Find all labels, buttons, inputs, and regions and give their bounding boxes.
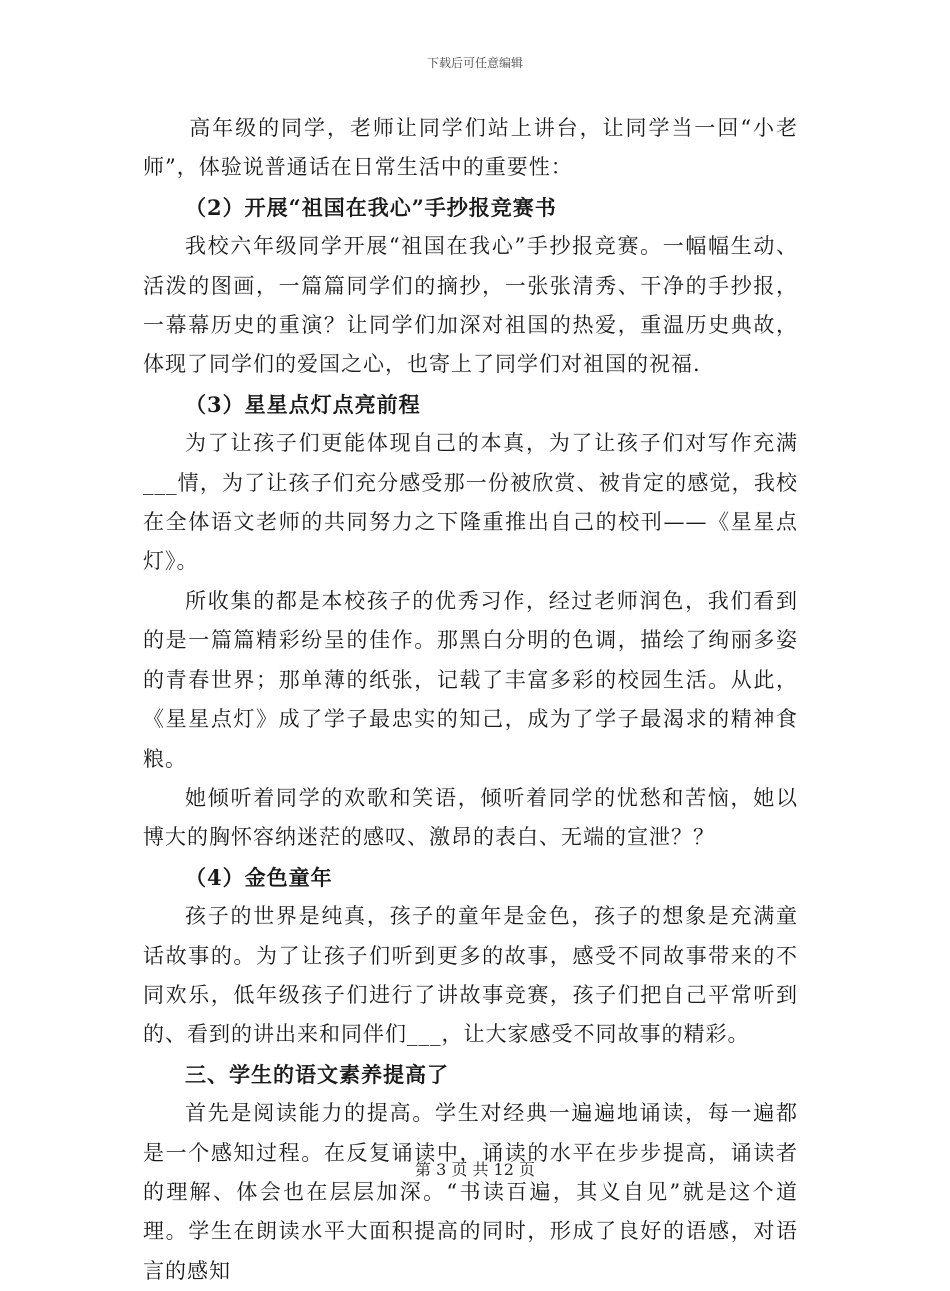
section-heading-4: （4）金色童年 <box>185 864 333 890</box>
paragraph-handcopy-contest: 我校六年级同学开展“祖国在我心”手抄报竞赛。一幅幅生动、活泼的图画，一篇篇同学们的摘抄，一张张清秀、干净的手抄报，一幕幕历史的重演？让同学们加深对祖国的热爱，重温历史典故，体现了同学们的爱国之心，也寄上了同学们对祖国的祝福. <box>143 234 798 377</box>
page-number: 第 3 页 共 12 页 <box>415 1160 535 1179</box>
page-header-note: 下载后可任意编辑 <box>426 56 523 70</box>
section-heading-three: 三、学生的语文素养提高了 <box>185 1061 449 1087</box>
paragraph-golden-childhood: 孩子的世界是纯真，孩子的童年是金色，孩子的想象是充满童话故事的。为了让孩子们听到更多的故事，感受不同故事带来的不同欢乐，低年级孩子们进行了讲故事竞赛，孩子们把自己平常听到的、看到的讲出来和同伴们___，让大家感受不同故事的精彩。 <box>143 904 798 1047</box>
section-heading-2: （2）开展“祖国在我心”手抄报竞赛书 <box>185 194 557 220</box>
document-body <box>143 109 798 1291</box>
paragraph-listening: 她倾听着同学的欢歌和笑语，倾听着同学的忧愁和苦恼，她以博大的胸怀容纳迷茫的感叹、激昂的表白、无端的宣泄？？ <box>143 785 798 850</box>
paragraph-reading-ability: 首先是阅读能力的提高。学生对经典一遍遍地诵读，每一遍都是一个感知过程。在反复诵读中，诵读的水平在步步提高，诵读者的理解、体会也在层层加深。“书读百遍，其义自见”就是这个道理。学生在朗读水平大面积提高的同时，形成了良好的语感，对语言的感知 <box>143 1101 798 1283</box>
paragraph-school-magazine: 为了让孩子们更能体现自己的本真，为了让孩子们对写作充满___情，为了让孩子们充分感受那一份被欣赏、被肯定的感觉，我校在全体语文老师的共同努力之下隆重推出自己的校刊——《星星点灯》。 <box>143 431 798 574</box>
paragraph-intro: 高年级的同学，老师让同学们站上讲台，让同学当一回“小老师”，体验说普通话在日常生活中的重要性： <box>143 116 798 180</box>
section-heading-3: （3）星星点灯点亮前程 <box>185 391 421 417</box>
paragraph-collected-works: 所收集的都是本校孩子的优秀习作，经过老师润色，我们看到的是一篇篇精彩纷呈的佳作。那黑白分明的色调，描绘了绚丽多姿的青春世界；那单薄的纸张，记载了丰富多彩的校园生活。从此，《星星点灯》成了学子最忠实的知己，成为了学子最渴求的精神食粮。 <box>143 588 798 771</box>
